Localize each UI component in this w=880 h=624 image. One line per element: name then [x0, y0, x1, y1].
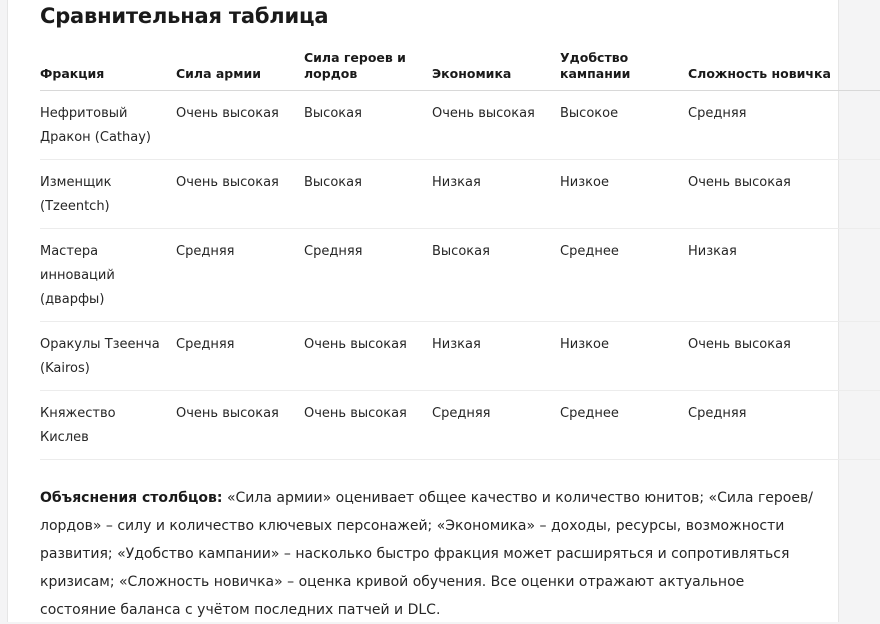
table-cell: Низкое	[560, 160, 688, 229]
table-row	[40, 229, 880, 322]
header-hero-strength: Сила героев и лордов	[304, 46, 432, 91]
table-row	[40, 91, 880, 160]
content-panel	[7, 0, 839, 622]
table-cell: Средняя	[304, 229, 432, 322]
table-cell: Очень высокая	[432, 91, 560, 160]
table-cell: Средняя	[688, 391, 880, 460]
comparison-table-container[interactable]	[40, 46, 831, 460]
faction-cell: Оракулы Тзеенча (Kairos)	[40, 322, 176, 391]
table-cell: Низкое	[560, 322, 688, 391]
faction-cell: Изменщик (Tzeentch)	[40, 160, 176, 229]
explanation-text: «Сила армии» оценивает общее качество и количество юнитов; «Сила героев/лордов» – силу и количество ключевых персонажей; «Экономика» – доходы, ресурсы, возможности развития; «Удобство кампании» – насколько быстро фракция может расширяться и сопротивляться кризисам; «Сложность новичка» – оценка кривой обучения. Все оценки отражают актуальное состояние баланса с учётом последних патчей и DLC.	[40, 490, 813, 618]
table-cell: Очень высокая	[304, 391, 432, 460]
header-army-strength: Сила армии	[176, 46, 304, 91]
header-economy: Экономика	[432, 46, 560, 91]
table-cell: Высокая	[304, 91, 432, 160]
table-cell: Очень высокая	[176, 391, 304, 460]
faction-cell: Княжество Кислев	[40, 391, 176, 460]
explanation-label: Объяснения столбцов:	[40, 490, 223, 506]
table-cell: Среднее	[560, 391, 688, 460]
header-faction: Фракция	[40, 46, 176, 91]
table-row	[40, 322, 880, 391]
table-cell: Высокая	[304, 160, 432, 229]
table-row	[40, 391, 880, 460]
column-explanation	[40, 484, 820, 624]
table-cell: Очень высокая	[688, 322, 880, 391]
table-header-row	[40, 46, 880, 91]
table-cell: Очень высокая	[176, 160, 304, 229]
table-cell: Высокая	[432, 229, 560, 322]
table-cell: Низкая	[432, 160, 560, 229]
table-cell: Очень высокая	[688, 160, 880, 229]
comparison-table	[40, 46, 880, 460]
table-row	[40, 160, 880, 229]
table-cell: Высокое	[560, 91, 688, 160]
table-cell: Средняя	[176, 229, 304, 322]
header-campaign-ease: Удобство кампании	[560, 46, 688, 91]
faction-cell: Мастера инноваций (дварфы)	[40, 229, 176, 322]
table-cell: Очень высокая	[304, 322, 432, 391]
table-cell: Среднее	[560, 229, 688, 322]
section-title: Сравнительная таблица	[40, 4, 329, 28]
faction-cell: Нефритовый Дракон (Cathay)	[40, 91, 176, 160]
header-beginner-difficulty: Сложность новичка	[688, 46, 880, 91]
table-cell: Средняя	[176, 322, 304, 391]
table-cell: Средняя	[432, 391, 560, 460]
table-cell: Средняя	[688, 91, 880, 160]
table-cell: Очень высокая	[176, 91, 304, 160]
table-cell: Низкая	[688, 229, 880, 322]
table-cell: Низкая	[432, 322, 560, 391]
